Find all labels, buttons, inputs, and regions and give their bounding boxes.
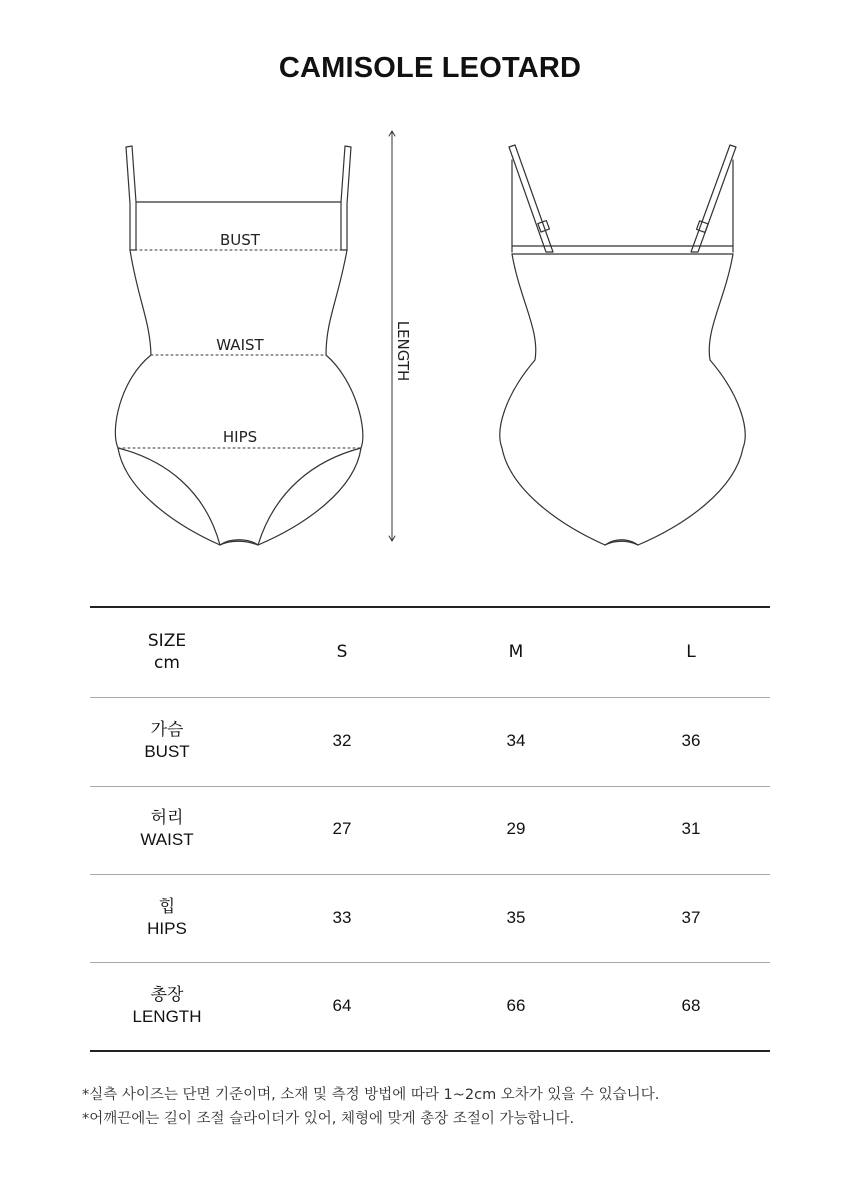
row-divider xyxy=(90,786,770,787)
table-cell: 33 xyxy=(332,908,352,927)
hips-label: HIPS xyxy=(222,428,258,446)
row-label-length: 총장 LENGTH xyxy=(132,985,202,1026)
back-view-garment xyxy=(500,145,745,545)
page-title: CAMISOLE LEOTARD xyxy=(278,52,582,84)
table-cell: 34 xyxy=(506,731,526,750)
size-header-label: SIZE cm xyxy=(147,631,187,673)
row-label-waist: 허리 WAIST xyxy=(140,808,194,849)
table-top-rule xyxy=(90,606,770,608)
table-cell: 68 xyxy=(681,996,701,1015)
size-notes xyxy=(82,1083,659,1131)
table-cell: 32 xyxy=(332,731,352,750)
table-bottom-rule xyxy=(90,1050,770,1052)
bust-label: BUST xyxy=(220,231,260,249)
size-l-header: L xyxy=(686,642,696,662)
table-cell: 29 xyxy=(506,819,526,838)
size-s-header: S xyxy=(336,642,348,662)
note-measurement: *실측 사이즈는 단면 기준이며, 소재 및 측정 방법에 따라 1~2cm 오차가 있을 수 있습니다. xyxy=(82,1087,660,1103)
row-divider xyxy=(90,874,770,875)
row-label-hips: 힙 HIPS xyxy=(147,897,187,938)
table-cell: 37 xyxy=(681,908,701,927)
table-cell: 31 xyxy=(681,819,701,838)
table-cell: 64 xyxy=(332,996,352,1015)
row-label-bust: 가슴 BUST xyxy=(144,720,190,761)
row-divider xyxy=(90,962,770,963)
table-cell: 35 xyxy=(506,908,526,927)
length-label: LENGTH xyxy=(394,320,412,382)
waist-label: WAIST xyxy=(216,336,264,354)
table-cell: 66 xyxy=(506,996,526,1015)
note-strap-slider: *어깨끈에는 길이 조절 슬라이더가 있어, 체형에 맞게 총장 조절이 가능합니다. xyxy=(82,1111,575,1127)
size-m-header: M xyxy=(508,642,524,662)
row-divider xyxy=(90,697,770,698)
table-cell: 27 xyxy=(332,819,352,838)
table-cell: 36 xyxy=(681,731,701,750)
